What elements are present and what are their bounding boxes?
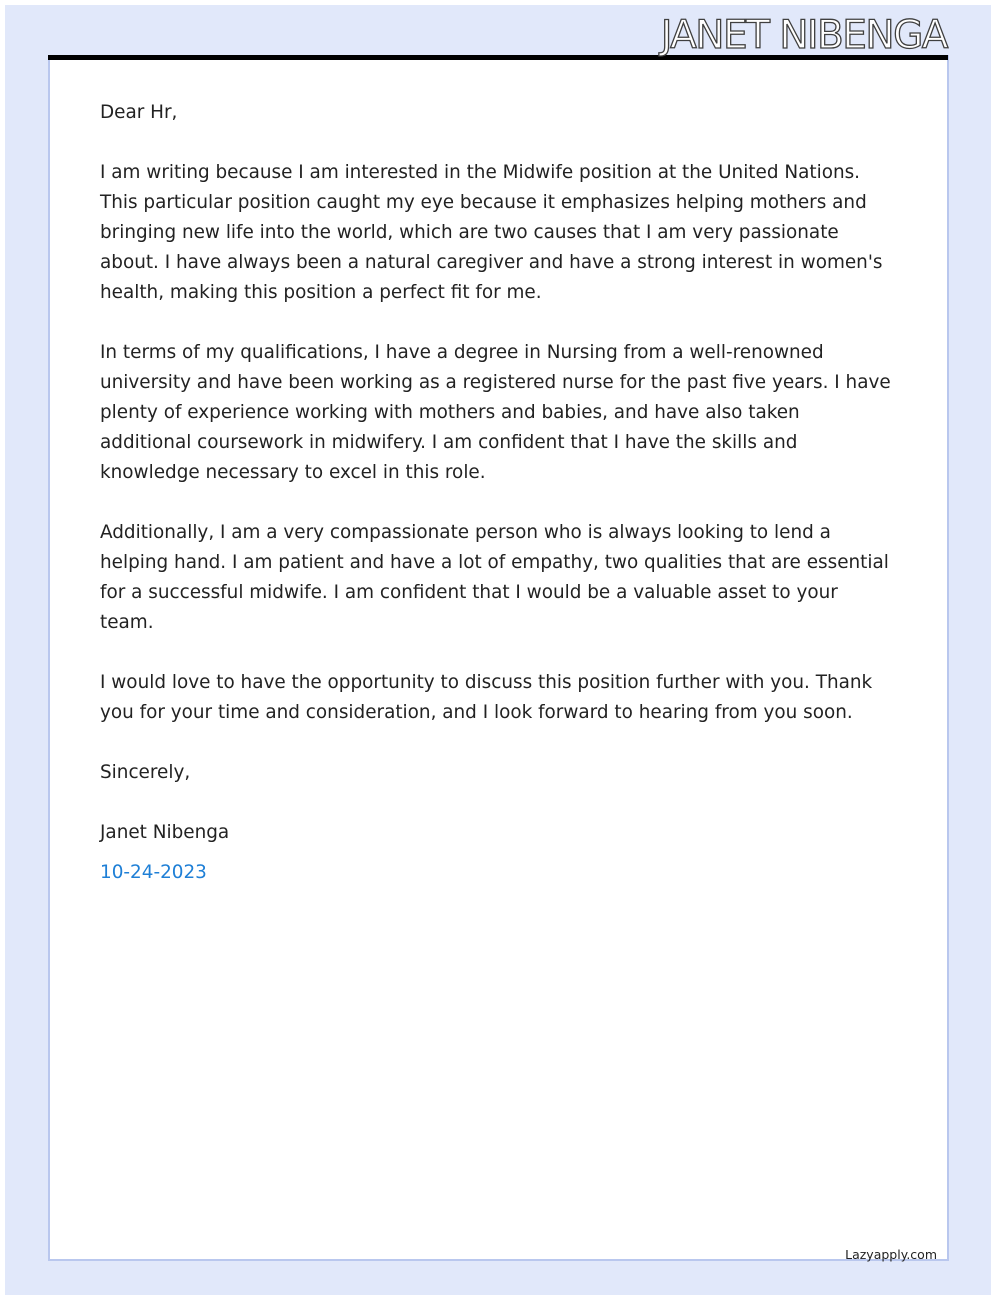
letter-body	[100, 98, 896, 918]
footer-brand: Lazyapply.com	[845, 1247, 937, 1262]
paragraph-qualifications: In terms of my qualifications, I have a degree in Nursing from a well-renowned university and have been working as a registered nurse for the past five years. I have plenty of experience working with mothers and babies, and have also taken additional coursework in midwifery. I am confident that I have the skills and knowledge necessary to excel in this role.	[100, 342, 891, 483]
letter-date: 10-24-2023	[100, 862, 207, 883]
paragraph-interest: I am writing because I am interested in the Midwife position at the United Nations. This particular position caught my eye because it emphasizes helping mothers and bringing new life into the world, which are two causes that I am very passionate about. I have always been a natural caregiver and have a strong interest in women's health, making this position a perfect fit for me.	[100, 162, 883, 303]
applicant-name-heading: JANET NIBENGA	[660, 13, 947, 58]
paragraph-personal-qualities: Additionally, I am a very compassionate person who is always looking to lend a helping hand. I am patient and have a lot of empathy, two qualities that are essential for a successful midwife. I am confident that I would be a valuable asset to your team.	[100, 522, 889, 633]
paragraph-closing-remarks: I would love to have the opportunity to discuss this position further with you. Thank you for your time and consideration, and I look forward to hearing from you soon.	[100, 672, 873, 723]
salutation: Dear Hr,	[100, 102, 178, 123]
closing: Sincerely,	[100, 762, 191, 783]
signature: Janet Nibenga	[100, 822, 230, 843]
